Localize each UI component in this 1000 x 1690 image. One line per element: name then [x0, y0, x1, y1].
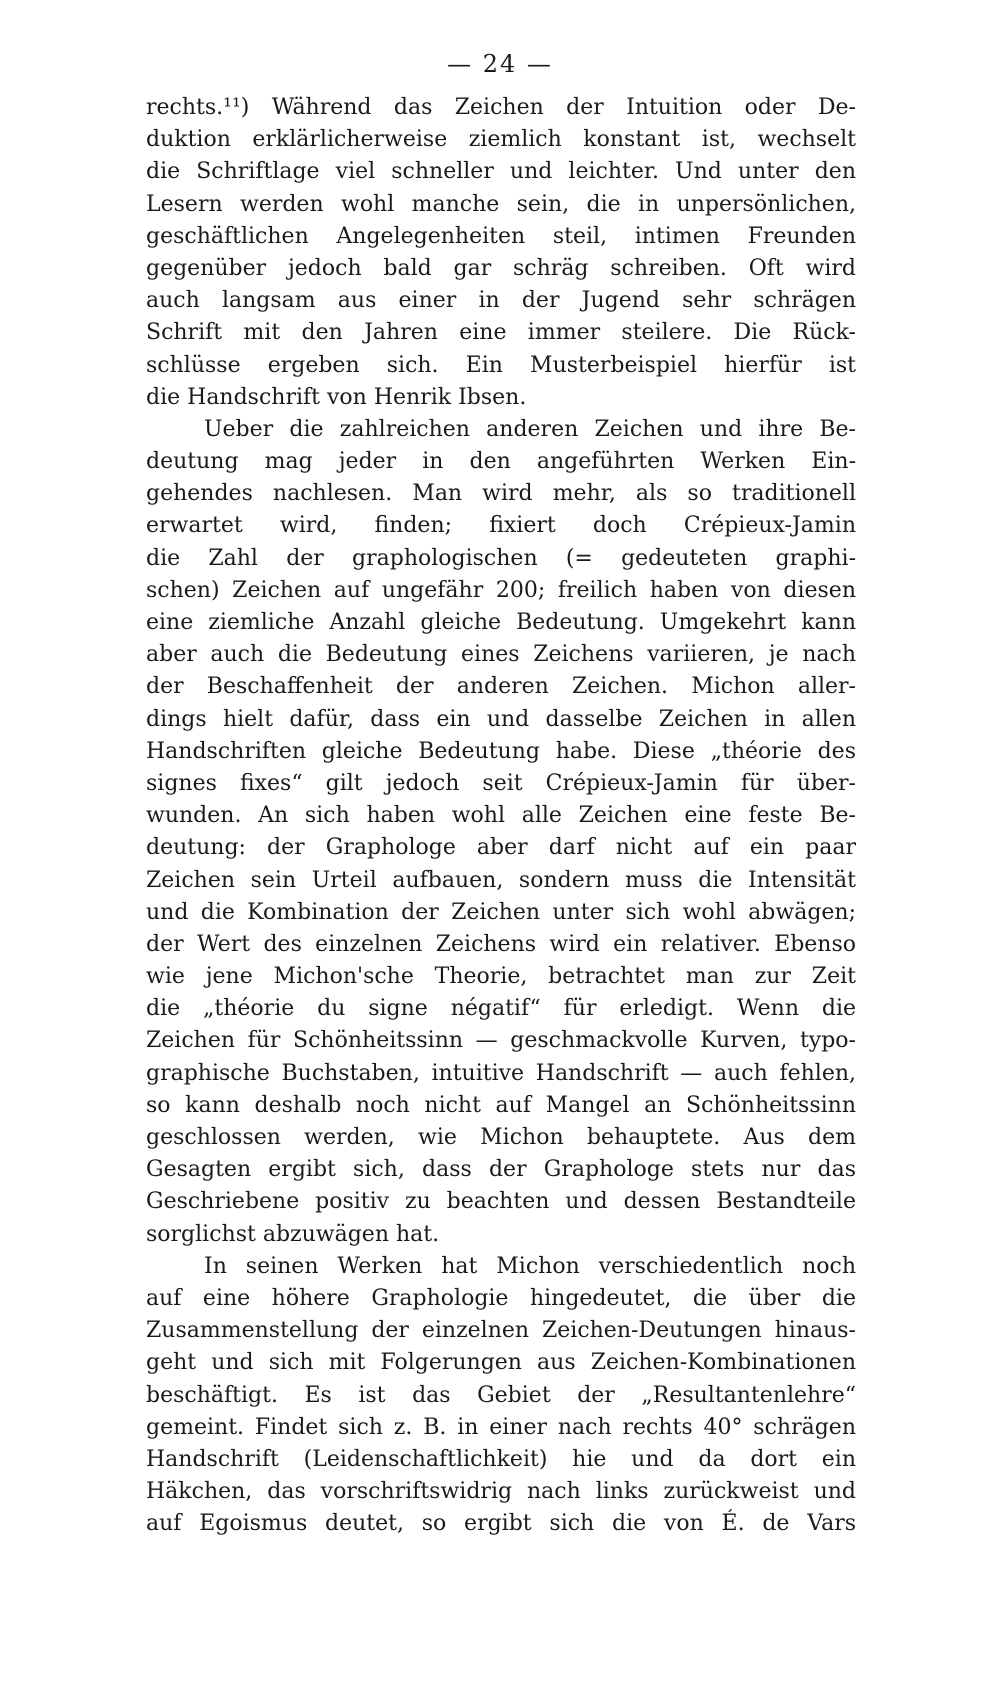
text-line: Geschriebene positiv zu beachten und dessen Bestandteile	[146, 1189, 856, 1215]
text-line: erwartet wird, finden; fixiert doch Crépieux-Jamin	[146, 513, 856, 539]
text-line: Zeichen sein Urteil aufbauen, sondern muss die Intensität	[146, 867, 856, 893]
text-line: deutung mag jeder in den angeführten Werken Ein-	[146, 449, 856, 475]
text-line: signes fixes“ gilt jedoch seit Crépieux-Jamin für über-	[146, 770, 856, 796]
text-line: auf Egoismus deutet, so ergibt sich die von É. de Vars	[146, 1511, 856, 1537]
text-line: die Handschrift von Henrik Ibsen.	[146, 384, 527, 410]
text-line: die Schriftlage viel schneller und leichter. Und unter den	[146, 159, 856, 185]
text-line: und die Kombination der Zeichen unter sich wohl abwägen;	[146, 899, 856, 925]
text-line: geschäftlichen Angelegenheiten steil, intimen Freunden	[146, 223, 856, 249]
text-line: der Beschaffenheit der anderen Zeichen. Michon aller-	[146, 674, 856, 700]
text-line: eine ziemliche Anzahl gleiche Bedeutung. Umgekehrt kann	[146, 610, 856, 635]
text-line: Zusammenstellung der einzelnen Zeichen-Deutungen hinaus-	[146, 1318, 856, 1344]
body-text	[146, 92, 856, 1540]
text-line: In seinen Werken hat Michon verschiedentlich noch	[204, 1253, 856, 1279]
text-line: sorglichst abzuwägen hat.	[146, 1221, 440, 1247]
text-line: wunden. An sich haben wohl alle Zeichen eine feste Be-	[146, 803, 856, 829]
text-line: die „théorie du signe négatif“ für erledigt. Wenn die	[146, 996, 856, 1022]
text-line: geht und sich mit Folgerungen aus Zeichen-Kombinationen	[146, 1350, 856, 1376]
text-line: schlüsse ergeben sich. Ein Musterbeispiel hierfür ist	[146, 352, 856, 378]
text-line: duktion erklärlicherweise ziemlich konstant ist, wechselt	[146, 127, 856, 153]
text-line: die Zahl der graphologischen (= gedeuteten graphi-	[146, 545, 856, 571]
text-line: beschäftigt. Es ist das Gebiet der „Resultantenlehre“	[146, 1382, 856, 1408]
text-line: gegenüber jedoch bald gar schräg schreiben. Oft wird	[146, 255, 856, 281]
text-line: Lesern werden wohl manche sein, die in unpersönlichen,	[146, 191, 856, 217]
text-line: gehendes nachlesen. Man wird mehr, als so traditionell	[146, 481, 856, 507]
text-line: Handschrift (Leidenschaftlichkeit) hie und da dort ein	[146, 1446, 856, 1472]
text-line: auf eine höhere Graphologie hingedeutet, die über die	[146, 1285, 856, 1311]
text-line: wie jene Michon'sche Theorie, betrachtet man zur Zeit	[146, 964, 856, 990]
text-line: Schrift mit den Jahren eine immer steilere. Die Rück-	[146, 320, 856, 346]
text-line: Ueber die zahlreichen anderen Zeichen und ihre Be-	[204, 416, 856, 442]
text-line: dings hielt dafür, dass ein und dasselbe Zeichen in allen	[146, 706, 856, 732]
text-line: Gesagten ergibt sich, dass der Graphologe stets nur das	[146, 1157, 856, 1183]
text-line: so kann deshalb noch nicht auf Mangel an Schönheitssinn	[146, 1092, 856, 1118]
text-line: der Wert des einzelnen Zeichens wird ein relativer. Ebenso	[146, 931, 856, 957]
page-number: — 24 —	[447, 50, 553, 78]
text-line: schen) Zeichen auf ungefähr 200; freilich haben von diesen	[146, 577, 856, 603]
text-line: Handschriften gleiche Bedeutung habe. Diese „théorie des	[146, 738, 856, 764]
text-line: rechts.¹¹) Während das Zeichen der Intuition oder De-	[146, 95, 856, 120]
text-line: gemeint. Findet sich z. B. in einer nach rechts 40° schrägen	[146, 1414, 856, 1440]
text-line: Zeichen für Schönheitssinn — geschmackvolle Kurven, typo-	[146, 1028, 856, 1054]
text-line: deutung: der Graphologe aber darf nicht auf ein paar	[146, 835, 856, 861]
text-line: graphische Buchstaben, intuitive Handschrift — auch fehlen,	[146, 1060, 856, 1086]
text-line: aber auch die Bedeutung eines Zeichens variieren, je nach	[146, 642, 856, 668]
text-line: auch langsam aus einer in der Jugend sehr schrägen	[146, 288, 856, 314]
text-line: geschlossen werden, wie Michon behauptete. Aus dem	[146, 1125, 856, 1150]
text-line: Häkchen, das vorschriftswidrig nach links zurückweist und	[146, 1479, 856, 1505]
